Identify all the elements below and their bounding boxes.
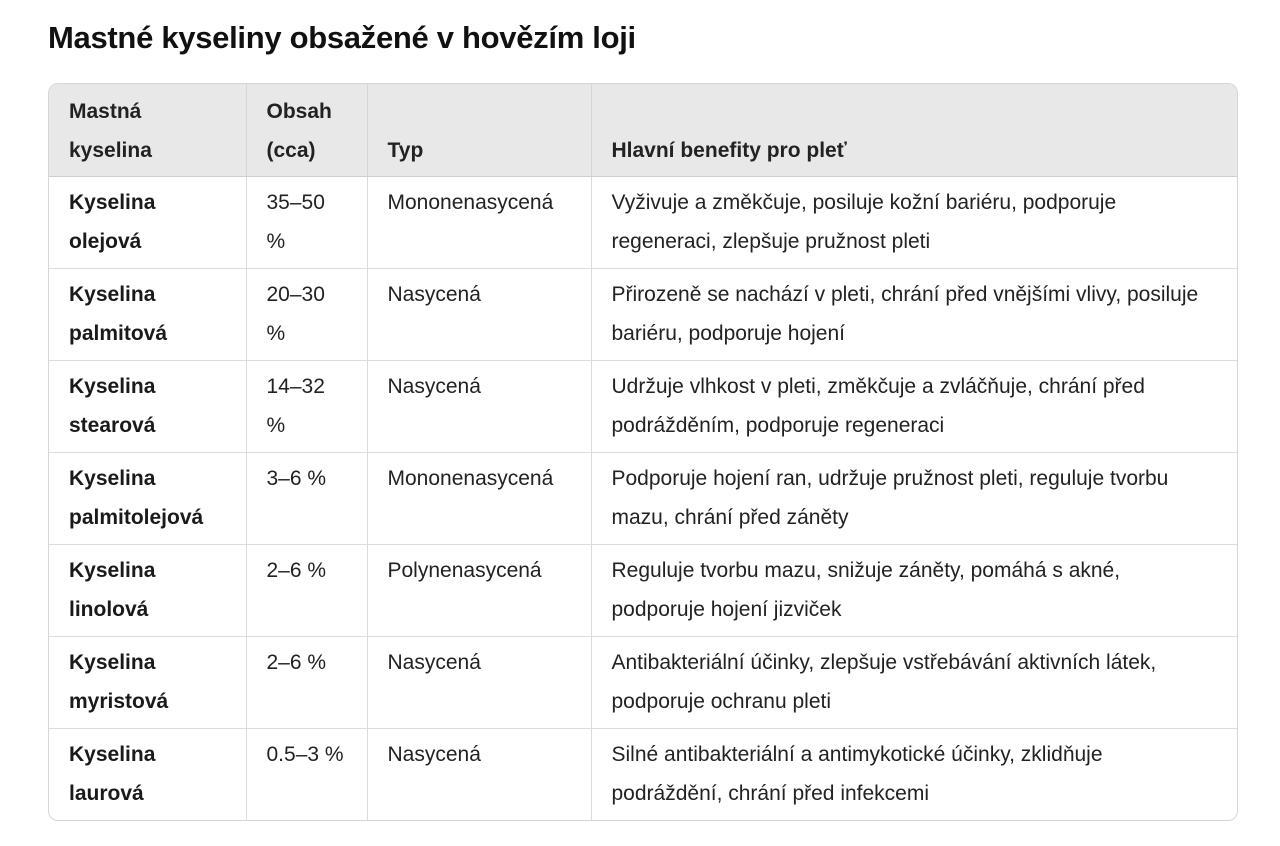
header-type: Typ — [367, 84, 591, 176]
acid-type: Nasycená — [367, 728, 591, 820]
acid-name: Kyselina palmitolejová — [49, 452, 246, 544]
acid-benefits: Vyživuje a změkčuje, posiluje kožní bariéru, podporuje regeneraci, zlepšuje pružnost pleti — [591, 176, 1237, 268]
acid-benefits: Přirozeně se nachází v pleti, chrání před vnějšími vlivy, posiluje bariéru, podporuje hojení — [591, 268, 1237, 360]
table-header — [49, 84, 1237, 176]
acid-content: 3–6 % — [246, 452, 367, 544]
acid-benefits: Reguluje tvorbu mazu, snižuje záněty, pomáhá s akné, podporuje hojení jizviček — [591, 544, 1237, 636]
acid-content: 14–32 % — [246, 360, 367, 452]
acid-type: Mononenasycená — [367, 176, 591, 268]
acid-content: 0.5–3 % — [246, 728, 367, 820]
acid-name: Kyselina myristová — [49, 636, 246, 728]
acid-type: Nasycená — [367, 360, 591, 452]
acid-type: Nasycená — [367, 268, 591, 360]
acid-name: Kyselina linolová — [49, 544, 246, 636]
acid-name: Kyselina laurová — [49, 728, 246, 820]
acid-content: 20–30 % — [246, 268, 367, 360]
acid-name: Kyselina olejová — [49, 176, 246, 268]
table-row — [49, 268, 1237, 360]
acid-benefits: Podporuje hojení ran, udržuje pružnost pleti, reguluje tvorbu mazu, chrání před záněty — [591, 452, 1237, 544]
table-body — [49, 176, 1237, 820]
header-benefits: Hlavní benefity pro pleť — [591, 84, 1237, 176]
acid-benefits: Silné antibakteriální a antimykotické účinky, zklidňuje podráždění, chrání před infekcemi — [611, 742, 1103, 805]
acid-content: 2–6 % — [246, 636, 367, 728]
acid-name: Kyselina palmitová — [49, 268, 246, 360]
fatty-acids-table — [49, 84, 1237, 820]
table-row — [49, 728, 1237, 820]
table-row — [49, 544, 1237, 636]
acid-content: 35–50 % — [246, 176, 367, 268]
acid-benefits: Udržuje vlhkost v pleti, změkčuje a zvláčňuje, chrání před podrážděním, podporuje regeneraci — [591, 360, 1237, 452]
table-row — [49, 176, 1237, 268]
fatty-acids-table-container — [48, 83, 1238, 821]
acid-type: Polynenasycená — [367, 544, 591, 636]
page-title: Mastné kyseliny obsažené v hovězím loji — [48, 20, 636, 55]
acid-name: Kyselina stearová — [49, 360, 246, 452]
table-row — [49, 636, 1237, 728]
header-content: Obsah (cca) — [246, 84, 367, 176]
header-acid: Mastná kyselina — [49, 84, 246, 176]
acid-content: 2–6 % — [246, 544, 367, 636]
table-row — [49, 452, 1237, 544]
header-row — [49, 84, 1237, 176]
acid-type: Mononenasycená — [367, 452, 591, 544]
table-row — [49, 360, 1237, 452]
acid-type: Nasycená — [367, 636, 591, 728]
acid-benefits: Antibakteriální účinky, zlepšuje vstřebávání aktivních látek, podporuje ochranu pleti — [591, 636, 1237, 728]
